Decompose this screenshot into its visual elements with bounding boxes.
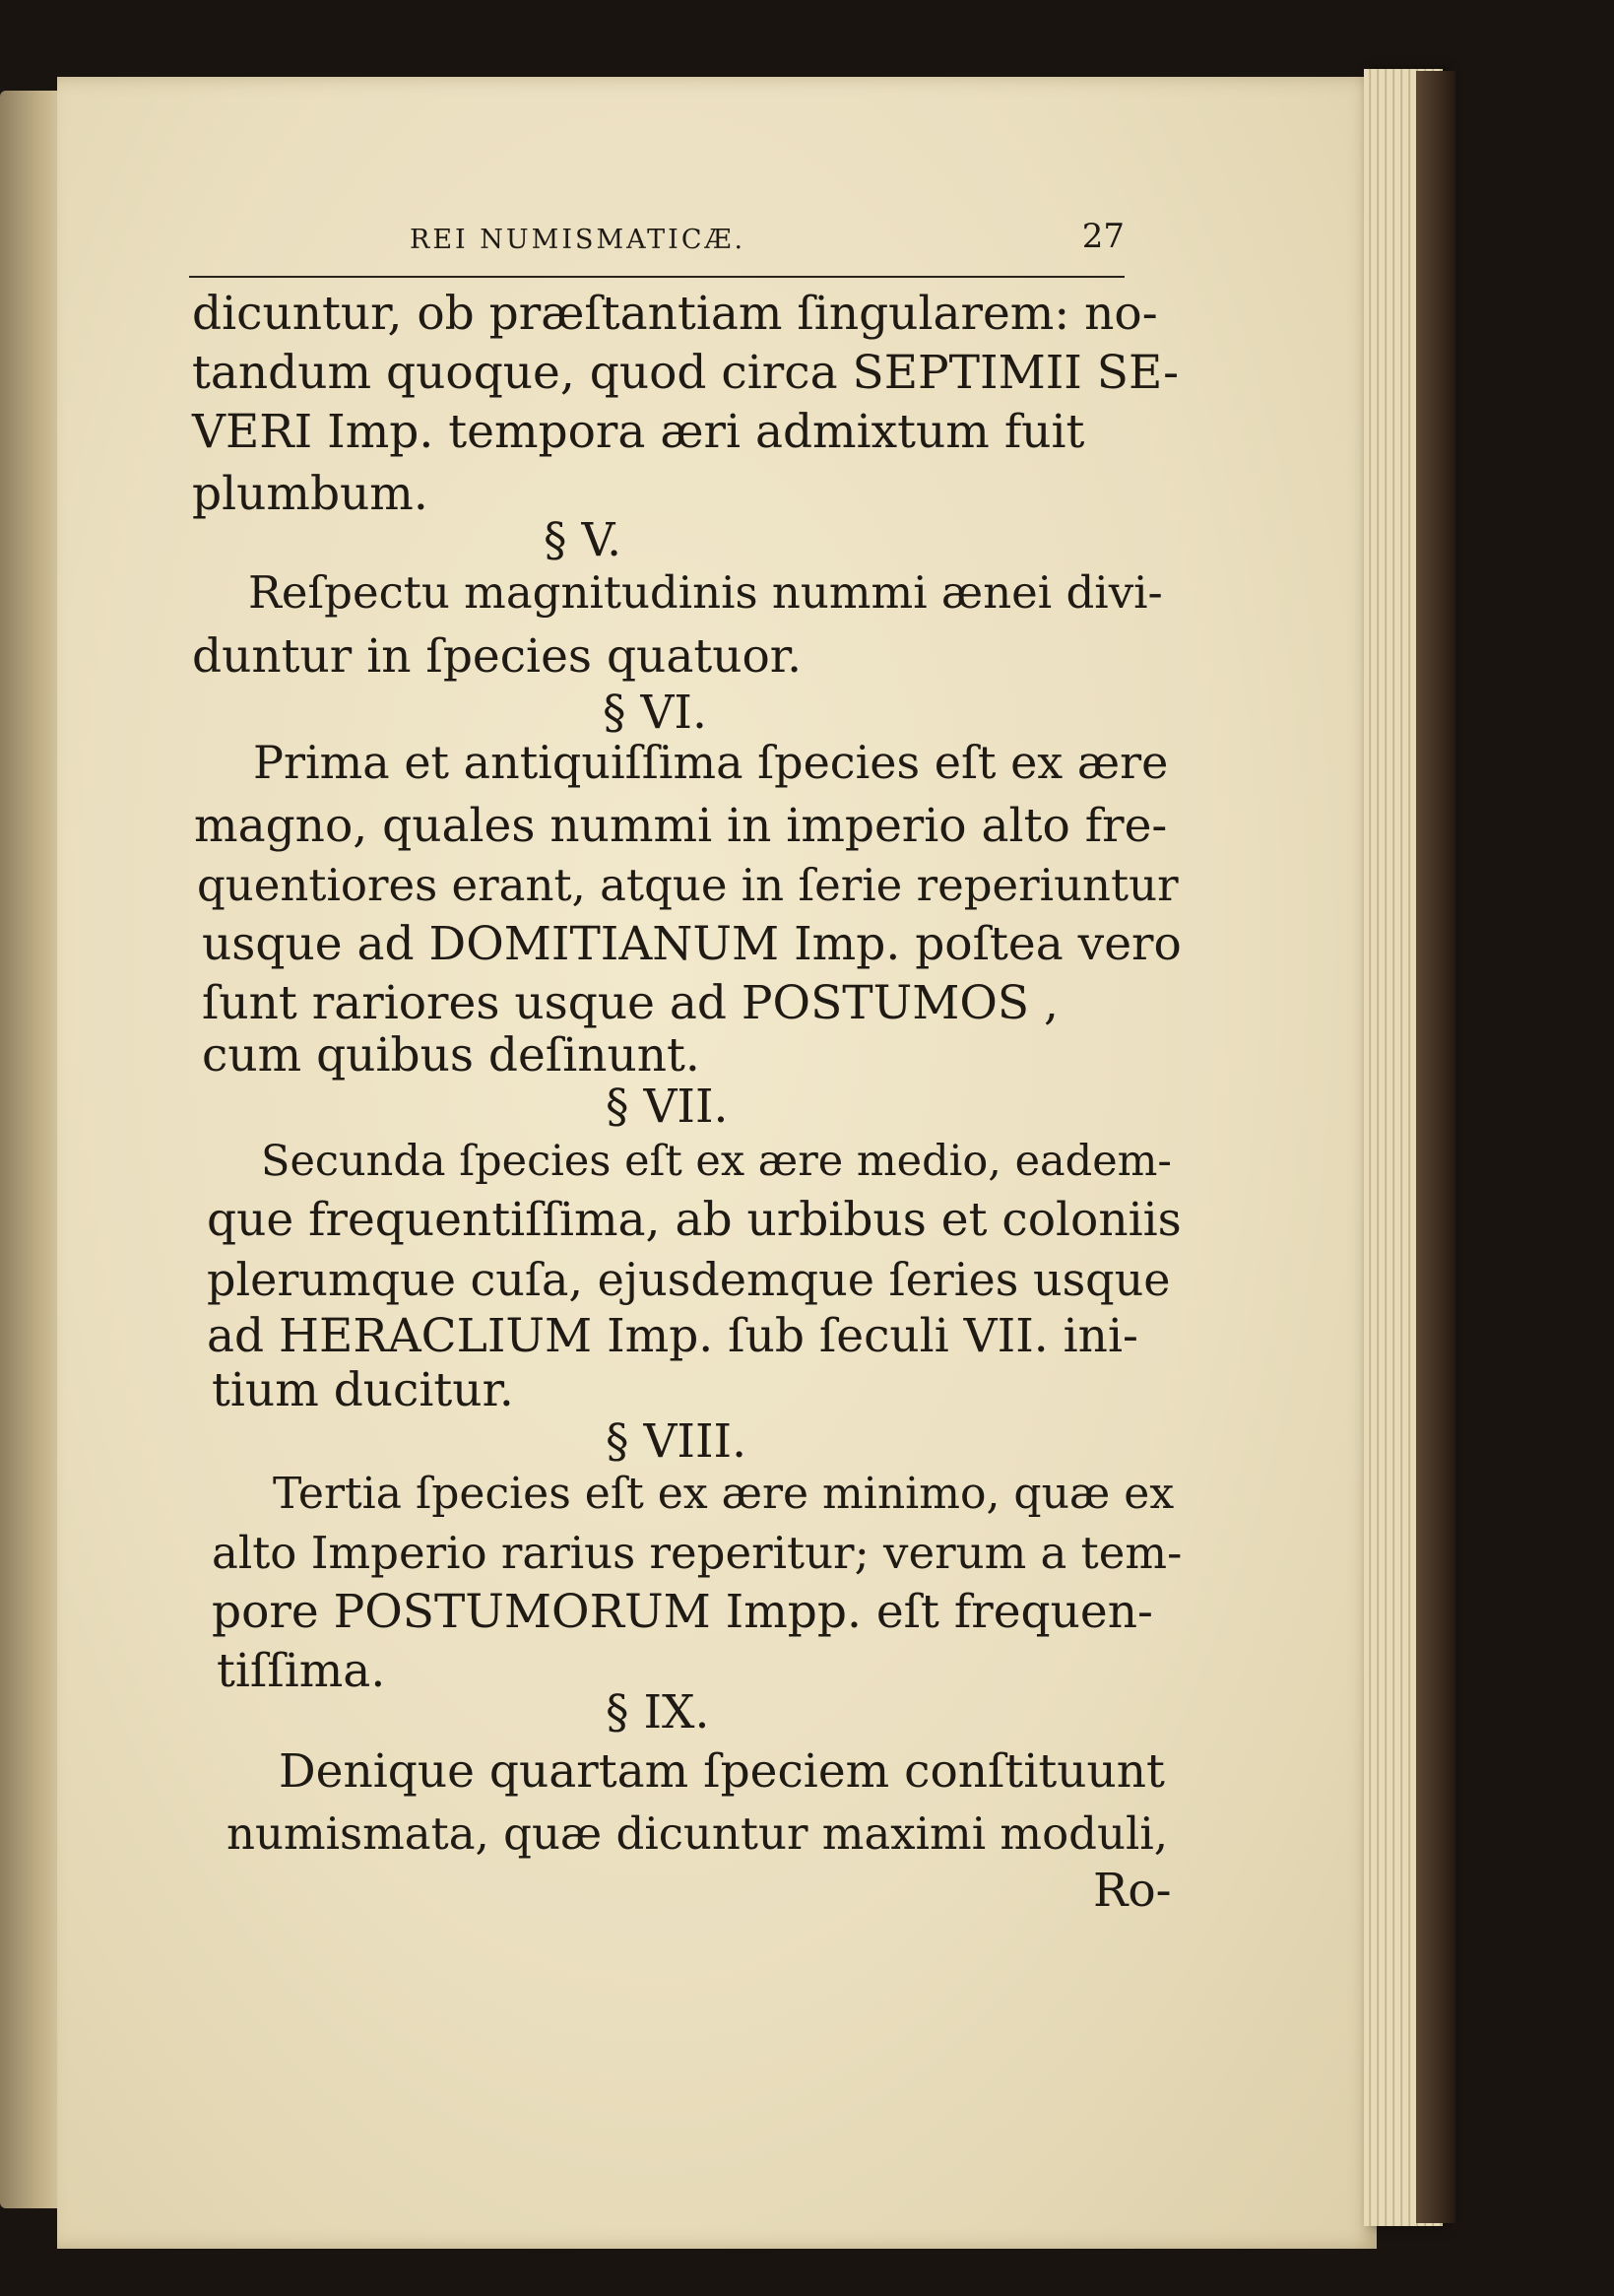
text-line: VERI Imp. tempora æri admixtum fuit [192, 405, 1085, 459]
text-line: Tertia ſpecies eſt ex ære minimo, quæ ex [273, 1469, 1175, 1519]
text-line: tiſſima. [217, 1644, 386, 1698]
text-line: cum quibus deſinunt. [202, 1028, 700, 1082]
book-cover [1416, 71, 1455, 2223]
catchword: Ro- [1093, 1864, 1172, 1918]
section-heading: § IX. [606, 1685, 710, 1739]
text-line: que frequentiſſima, ab urbibus et coloniis [207, 1193, 1182, 1247]
section-heading: § VIII. [606, 1414, 747, 1469]
text-line: duntur in ſpecies quatuor. [192, 629, 803, 684]
text-line: plumbum. [192, 467, 428, 521]
text-line: Secunda ſpecies eſt ex ære medio, eadem- [261, 1137, 1172, 1186]
text-line: pore POSTUMORUM Impp. eſt frequen- [212, 1585, 1153, 1639]
text-line: quentiores erant, atque in ſerie reperiuntur [197, 859, 1179, 911]
text-line: tium ducitur. [212, 1363, 514, 1417]
left-page-edge [0, 91, 65, 2208]
page-header [189, 217, 1125, 272]
running-title: REI NUMISMATICÆ. [410, 225, 746, 255]
text-line: tandum quoque, quod circa SEPTIMII SE- [192, 346, 1180, 400]
text-line: alto Imperio rarius reperitur; verum a tem- [212, 1527, 1183, 1579]
text-line: ſunt rariores usque ad POSTUMOS , [202, 976, 1059, 1030]
text-line: ad HERACLIUM Imp. ſub ſeculi VII. ini- [207, 1309, 1138, 1363]
text-line: numismata, quæ dicuntur maximi moduli, [226, 1807, 1169, 1860]
text-line: usque ad DOMITIANUM Imp. poſtea vero [202, 917, 1182, 971]
text-line: Denique quartam ſpeciem conſtituunt [279, 1744, 1165, 1799]
header-rule [189, 276, 1125, 278]
section-heading: § V. [544, 513, 622, 567]
section-heading: § VII. [606, 1080, 729, 1134]
text-line: plerumque cuſa, ejusdemque ſeries usque [207, 1253, 1171, 1306]
text-line: magno, quales nummi in imperio alto fre- [194, 799, 1168, 853]
page-number: 27 [1081, 217, 1125, 256]
text-line: Prima et antiquiſſima ſpecies eſt ex ære [253, 736, 1169, 789]
section-heading: § VI. [603, 686, 707, 740]
text-line: dicuntur, ob præſtantiam ſingularem: no- [192, 287, 1158, 341]
text-line: Reſpectu magnitudinis nummi ænei divi- [248, 566, 1163, 619]
